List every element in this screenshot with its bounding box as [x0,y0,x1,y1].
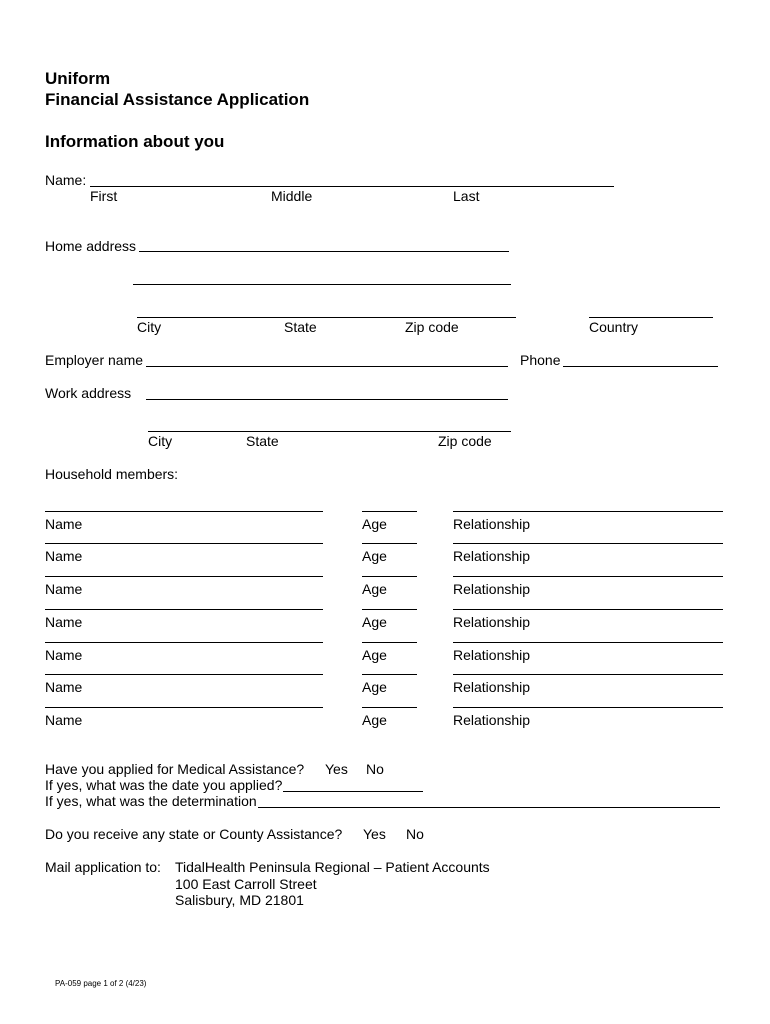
determination-question: If yes, what was the determination [45,793,257,809]
phone-field[interactable] [563,366,718,367]
household-age-field[interactable] [362,609,417,610]
section-heading: Information about you [45,132,225,151]
phone-label: Phone [520,352,561,368]
work-address-line-1[interactable] [146,399,508,400]
household-age-field[interactable] [362,707,417,708]
date-applied-question: If yes, what was the date you applied? [45,777,283,793]
household-age-label: Age [362,516,387,532]
household-age-field[interactable] [362,511,417,512]
household-name-label: Name [45,712,83,728]
state-assistance-no-option[interactable]: No [406,826,424,842]
home-zip-label: Zip code [405,319,459,335]
household-relationship-field[interactable] [453,543,723,544]
household-age-label: Age [362,679,387,695]
mail-label: Mail application to: [45,859,161,875]
household-name-label: Name [45,516,83,532]
work-state-label: State [246,433,279,449]
household-name-field[interactable] [45,511,323,512]
household-name-label: Name [45,647,83,663]
title-line-2: Financial Assistance Application [45,90,310,109]
mail-address-line-3: Salisbury, MD 21801 [175,892,304,908]
title-line-1: Uniform [45,69,111,88]
household-age-label: Age [362,548,387,564]
name-middle-label: Middle [271,188,313,204]
household-members-label: Household members: [45,466,179,482]
household-relationship-label: Relationship [453,712,531,728]
home-address-line-1[interactable] [139,251,509,252]
medical-assistance-no-option[interactable]: No [366,761,384,777]
mail-address-line-1: TidalHealth Peninsula Regional – Patient Accounts [175,859,490,875]
home-address-line-2[interactable] [133,284,511,285]
work-address-city-state-zip-field[interactable] [148,431,511,432]
employer-name-field[interactable] [146,366,508,367]
home-city-label: City [137,319,162,335]
household-name-field[interactable] [45,576,323,577]
household-age-field[interactable] [362,642,417,643]
home-address-city-state-zip-field[interactable] [137,317,516,318]
date-applied-field[interactable] [283,791,423,792]
household-relationship-field[interactable] [453,707,723,708]
home-address-country-field[interactable] [589,317,713,318]
name-label: Name: [45,172,87,188]
household-name-field[interactable] [45,642,323,643]
home-address-label: Home address [45,238,137,254]
household-age-label: Age [362,614,387,630]
household-relationship-field[interactable] [453,674,723,675]
medical-assistance-yes-option[interactable]: Yes [325,761,348,777]
state-assistance-yes-option[interactable]: Yes [363,826,386,842]
household-age-label: Age [362,647,387,663]
household-name-label: Name [45,679,83,695]
household-name-label: Name [45,548,83,564]
household-relationship-label: Relationship [453,679,531,695]
home-state-label: State [284,319,317,335]
household-age-field[interactable] [362,674,417,675]
name-first-label: First [90,188,118,204]
household-age-label: Age [362,581,387,597]
work-address-label: Work address [45,385,132,401]
household-relationship-field[interactable] [453,511,723,512]
household-relationship-label: Relationship [453,614,531,630]
household-name-field[interactable] [45,609,323,610]
household-relationship-field[interactable] [453,642,723,643]
household-age-field[interactable] [362,543,417,544]
household-age-label: Age [362,712,387,728]
household-relationship-label: Relationship [453,548,531,564]
name-last-label: Last [453,188,480,204]
state-assistance-question: Do you receive any state or County Assistance? [45,826,343,842]
household-relationship-label: Relationship [453,647,531,663]
household-relationship-field[interactable] [453,576,723,577]
household-relationship-field[interactable] [453,609,723,610]
home-country-label: Country [589,319,639,335]
form-id-footer: PA-059 page 1 of 2 (4/23) [55,979,147,988]
household-relationship-label: Relationship [453,516,531,532]
household-relationship-label: Relationship [453,581,531,597]
determination-field[interactable] [258,807,720,808]
mail-address-line-2: 100 East Carroll Street [175,876,317,892]
work-city-label: City [148,433,173,449]
work-zip-label: Zip code [438,433,492,449]
name-field[interactable] [90,186,614,187]
household-age-field[interactable] [362,576,417,577]
household-name-label: Name [45,614,83,630]
household-name-field[interactable] [45,543,323,544]
medical-assistance-question: Have you applied for Medical Assistance? [45,761,305,777]
employer-name-label: Employer name [45,352,144,368]
household-name-field[interactable] [45,674,323,675]
household-name-label: Name [45,581,83,597]
household-name-field[interactable] [45,707,323,708]
